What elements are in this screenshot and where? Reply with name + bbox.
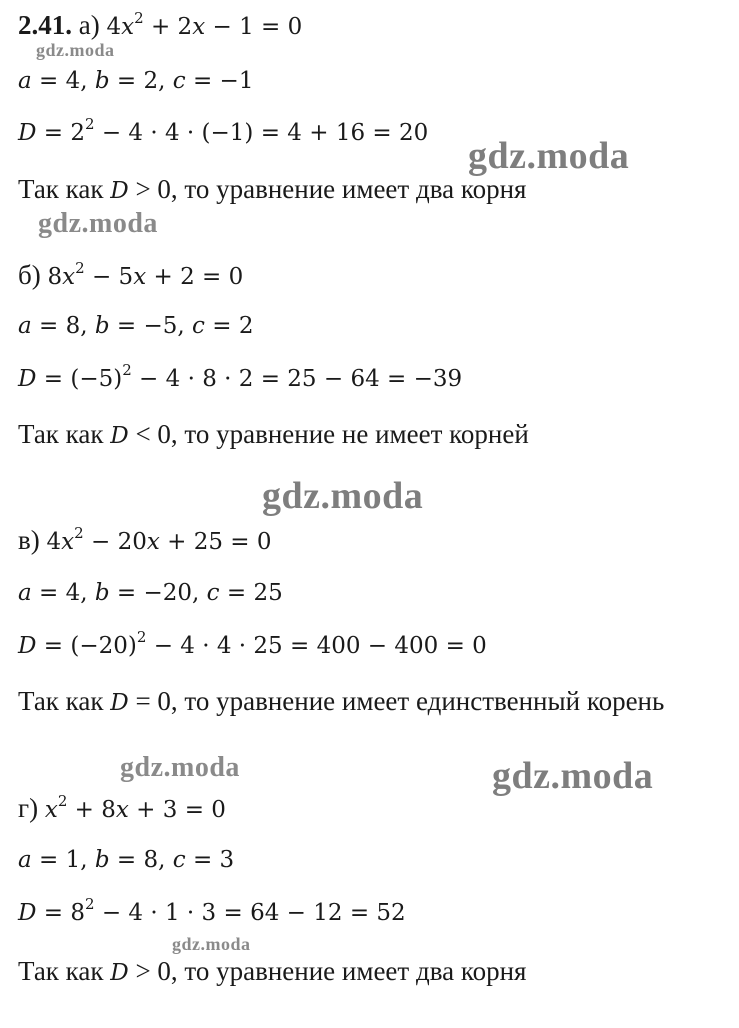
conclusion-d: Так как D > 0, то уравнение имеет два корня bbox=[18, 956, 527, 986]
problem-number: 2.41. bbox=[18, 10, 72, 40]
equation-c: $4x^2 - 20x + 25 = 0$ bbox=[46, 524, 272, 555]
part-label-a: а) bbox=[78, 10, 100, 40]
discriminant-b: $D = (-5)^2 - 4 \cdot 8 \cdot 2 = 25 - 64 = -39$ bbox=[18, 361, 463, 392]
part-label-c: в) bbox=[18, 525, 40, 555]
coefficients-c: a = 4, b = −20, c = 25 bbox=[18, 580, 283, 606]
watermark: gdz.moda bbox=[172, 934, 251, 954]
coefficients-d: a = 1, b = 8, c = 3 bbox=[18, 847, 235, 873]
watermark: gdz.moda bbox=[492, 755, 654, 797]
conclusion-c: Так как D = 0, то уравнение имеет единственный корень bbox=[18, 686, 665, 716]
equation-a: $4x^2 + 2x - 1 = 0$ bbox=[106, 9, 303, 40]
problem-c-equation bbox=[18, 524, 272, 555]
watermark: gdz.moda bbox=[262, 475, 424, 517]
equation-b: $8x^2 - 5x + 2 = 0$ bbox=[47, 259, 244, 290]
conclusion-b: Так как D < 0, то уравнение не имеет корней bbox=[18, 419, 529, 449]
discriminant-c: $D = (-20)^2 - 4 \cdot 4 \cdot 25 = 400 - 400 = 0$ bbox=[18, 628, 487, 659]
equation-d: $x^2 + 8x + 3 = 0$ bbox=[44, 792, 226, 823]
coefficients-b: a = 8, b = −5, c = 2 bbox=[18, 313, 254, 339]
discriminant-a: $D = 2^2 - 4 \cdot 4 \cdot (-1) = 4 + 16 = 20$ bbox=[18, 115, 429, 146]
coefficients-a: a = 4, b = 2, c = −1 bbox=[18, 68, 254, 94]
watermark: gdz.moda bbox=[468, 135, 630, 177]
watermark: gdz.moda bbox=[38, 208, 158, 239]
part-label-b: б) bbox=[18, 260, 41, 290]
problem-d-equation bbox=[18, 792, 226, 823]
watermark: gdz.moda bbox=[120, 752, 240, 783]
problem-b-equation bbox=[18, 259, 244, 290]
conclusion-a: Так как D > 0, то уравнение имеет два корня bbox=[18, 174, 527, 204]
discriminant-d: $D = 8^2 - 4 \cdot 1 \cdot 3 = 64 - 12 = 52$ bbox=[18, 895, 406, 926]
watermark: gdz.moda bbox=[36, 40, 115, 60]
problem-a-equation bbox=[18, 9, 303, 40]
part-label-d: г) bbox=[18, 793, 39, 823]
